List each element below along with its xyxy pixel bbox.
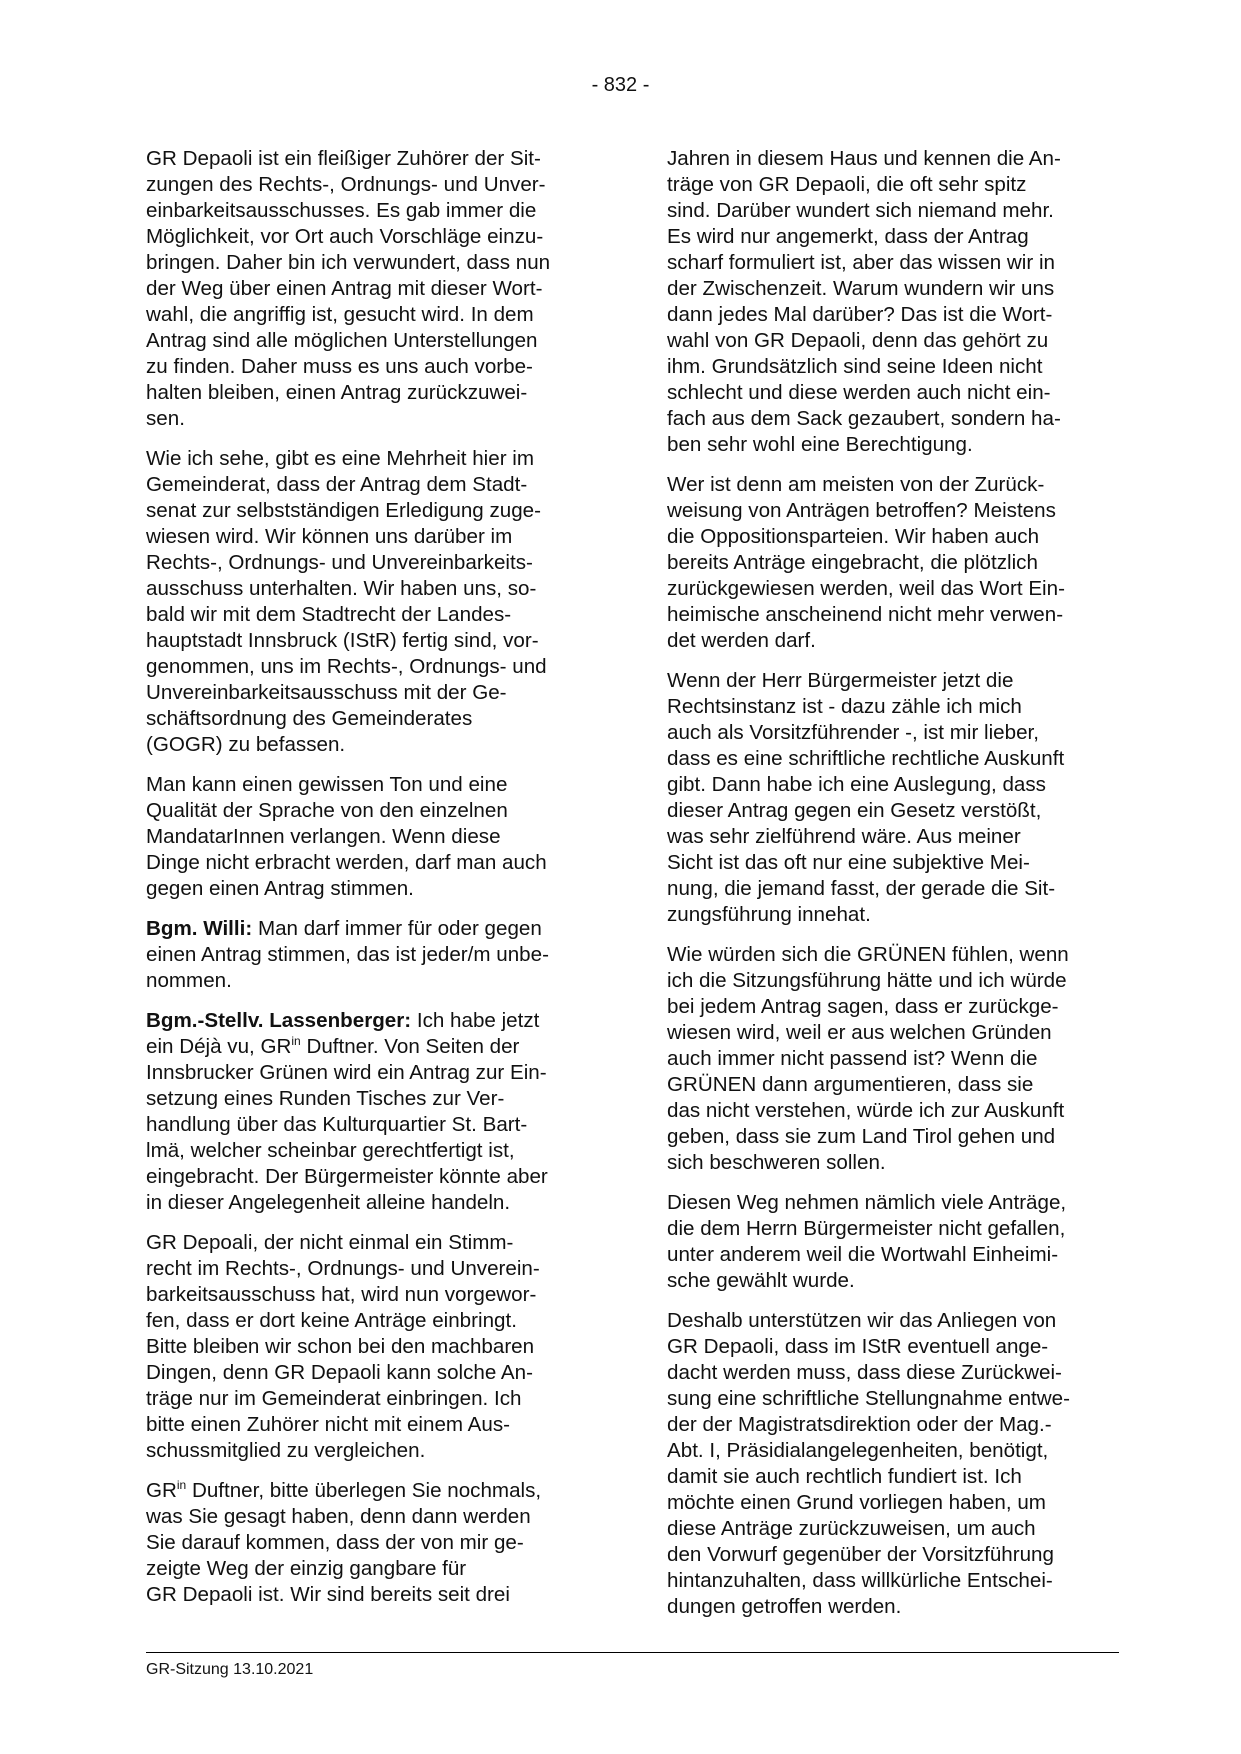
paragraph: Wer ist denn am meisten von der Zurück- weisung von Anträgen betroffen? Meistens die Oppositionsparteien. Wir haben auch bereits Anträge eingebracht, die plötzlich zurückgewiesen werden, weil das Wort Ein- heimische anscheinend nicht mehr verwen- det werden darf. bbox=[667, 473, 1065, 652]
right-column bbox=[667, 146, 1127, 1634]
paragraph: Diesen Weg nehmen nämlich viele Anträge, die dem Herrn Bürgermeister nicht gefallen, unter anderem weil die Wortwahl Einheimi- sche gewählt wurde. bbox=[667, 1191, 1067, 1292]
paragraph bbox=[146, 1478, 606, 1608]
paragraph-text: Duftner, bitte überlegen Sie nochmals, was Sie gesagt haben, denn dann werden Sie darauf kommen, dass der von mir ge- zeigte Weg der einzig gangbare für GR Depaoli ist. Wir sind bereits seit drei bbox=[146, 1479, 542, 1606]
paragraph: GR Depoali, der nicht einmal ein Stimm- recht im Rechts-, Ordnungs- und Unverein- barkeitsausschuss hat, wird nun vorgewor- fen, dass er dort keine Anträge einbringt. Bitte bleiben wir schon bei den machbaren Dingen, denn GR Depaoli kann solche An- träge nur im Gemeinderat einbringen. Ich bitte einen Zuhörer nicht mit einem Aus- schussmitglied zu vergleichen. bbox=[146, 1231, 540, 1462]
superscript: in bbox=[291, 1034, 301, 1049]
speech-text: Ich habe jetzt ein Déjà vu, GR bbox=[146, 1009, 540, 1058]
speech-text: Man darf immer für oder gegen einen Antrag stimmen, das ist jeder/m unbe- nommen. bbox=[146, 917, 549, 992]
speech-text: Duftner. Von Seiten der Innsbrucker Grünen wird ein Antrag zur Ein- setzung eines Runden Tisches zur Ver- handlung über das Kulturquartier St. Bart- lmä, welcher scheinbar gerechtfertigt ist, eingebracht. Der Bürgermeister könnte aber in dieser Angelegenheit alleine handeln. bbox=[146, 1035, 548, 1214]
speaker-paragraph bbox=[146, 916, 606, 994]
footer-divider bbox=[146, 1652, 1119, 1653]
paragraph: Wie würden sich die GRÜNEN fühlen, wenn ich die Sitzungsführung hätte und ich würde bei jedem Antrag sagen, dass er zurückge- wiesen wird, weil er aus welchen Gründen auch immer nicht passend ist? Wenn die GRÜNEN dann argumentieren, dass sie das nicht verstehen, würde ich zur Auskunft geben, dass sie zum Land Tirol gehen und sich beschweren sollen. bbox=[667, 943, 1069, 1174]
footer-session-date: GR-Sitzung 13.10.2021 bbox=[146, 1661, 314, 1678]
paragraph: Deshalb unterstützen wir das Anliegen von GR Depaoli, dass im IStR eventuell ange- dacht werden muss, dass diese Zurückwei- sung eine schriftliche Stellungnahme entwe- der der Magistratsdirektion oder der Mag.- Abt. I, Präsidialangelegenheiten, benötigt, damit sie auch rechtlich fundiert ist. Ich möchte einen Grund vorliegen haben, um diese Anträge zurückzuweisen, um auch den Vorwurf gegenüber der Vorsitzführung hintanzuhalten, dass willkürliche Entschei- dungen getroffen werden. bbox=[667, 1309, 1070, 1618]
speaker-name: Bgm. Willi: bbox=[146, 917, 253, 940]
paragraph: Wenn der Herr Bürgermeister jetzt die Rechtsinstanz ist - dazu zähle ich mich auch als Vorsitzführender -, ist mir lieber, dass es eine schriftliche rechtliche Auskunft gibt. Dann habe ich eine Auslegung, dass dieser Antrag gegen ein Gesetz verstößt, was sehr zielführend wäre. Aus meiner Sicht ist das oft nur eine subjektive Mei- nung, die jemand fasst, der gerade die Sit- zungsführung innehat. bbox=[667, 669, 1065, 926]
page-number: - 832 - bbox=[591, 74, 650, 96]
superscript: in bbox=[176, 1478, 187, 1493]
paragraph: Man kann einen gewissen Ton und eine Qualität der Sprache von den einzelnen MandatarInnen verlangen. Wenn diese Dinge nicht erbracht werden, darf man auch gegen einen Antrag stimmen. bbox=[146, 773, 547, 900]
paragraph: Wie ich sehe, gibt es eine Mehrheit hier im Gemeinderat, dass der Antrag dem Stadt- senat zur selbstständigen Erledigung zuge- wiesen wird. Wir können uns darüber im Rechts-, Ordnungs- und Unvereinbarkeits- ausschuss unterhalten. Wir haben uns, so- bald wir mit dem Stadtrecht der Landes- hauptstadt Innsbruck (IStR) fertig sind, vor- genommen, uns im Rechts-, Ordnungs- und Unvereinbarkeitsausschuss mit der Ge- schäftsordnung des Gemeinderates (GOGR) zu befassen. bbox=[146, 447, 547, 756]
speaker-name: Bgm.-Stellv. Lassenberger: bbox=[146, 1009, 412, 1032]
left-column bbox=[146, 146, 606, 1622]
paragraph: Jahren in diesem Haus und kennen die An- träge von GR Depaoli, die oft sehr spitz sind. Darüber wundert sich niemand mehr. Es wird nur angemerkt, dass der Antrag scharf formuliert ist, aber das wissen wir in der Zwischenzeit. Warum wundern wir uns dann jedes Mal darüber? Das ist die Wort- wahl von GR Depaoli, denn das gehört zu ihm. Grundsätzlich sind seine Ideen nicht schlecht und diese werden auch nicht ein- fach aus dem Sack gezaubert, sondern ha- ben sehr wohl eine Berechtigung. bbox=[667, 147, 1061, 456]
title-prefix: GR bbox=[146, 1479, 177, 1502]
paragraph: GR Depaoli ist ein fleißiger Zuhörer der Sit- zungen des Rechts-, Ordnungs- und Unver- einbarkeitsausschusses. Es gab immer die Möglichkeit, vor Ort auch Vorschläge einzu- bringen. Daher bin ich verwundert, dass nun der Weg über einen Antrag mit dieser Wort- wahl, die angriffig ist, gesucht wird. In dem Antrag sind alle möglichen Unterstellungen zu finden. Daher muss es uns auch vorbe- halten bleiben, einen Antrag zurückzuwei- sen. bbox=[146, 147, 551, 430]
speaker-paragraph bbox=[146, 1008, 606, 1216]
